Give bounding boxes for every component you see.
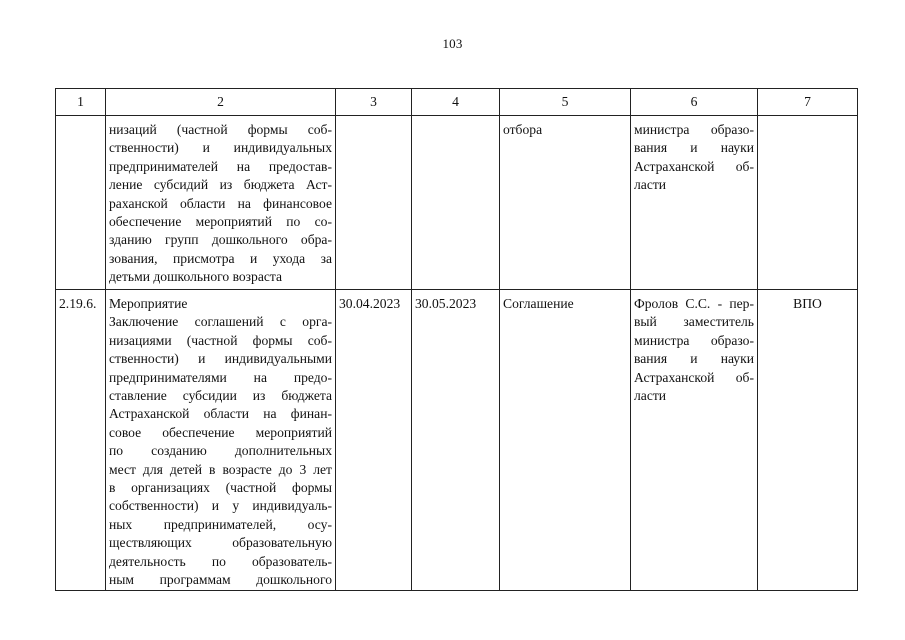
description-line: ление субсидий из бюджета Аст- bbox=[109, 177, 332, 193]
row-number-cell bbox=[56, 116, 106, 290]
result-cell bbox=[500, 116, 631, 290]
description-line: ственности) и индивидуальных bbox=[109, 140, 332, 156]
responsible-line: вый заместитель bbox=[634, 314, 754, 330]
result-cell bbox=[500, 290, 631, 591]
description-line: мест для детей в возрасте до 3 лет bbox=[109, 461, 332, 477]
column-header-7: 7 bbox=[758, 89, 858, 116]
description-line: предпринимателей на предостав- bbox=[109, 158, 332, 174]
table-row-2-19-6 bbox=[56, 290, 858, 591]
responsible-line: ласти bbox=[634, 388, 667, 404]
responsible-line: ласти bbox=[634, 177, 667, 193]
column-header-4: 4 bbox=[412, 89, 500, 116]
description-line: детьми дошкольного возраста bbox=[109, 269, 283, 285]
description-line: Астраханской области на финан- bbox=[109, 406, 332, 422]
table-row-continuation bbox=[56, 116, 858, 290]
column-header-6: 6 bbox=[631, 89, 758, 116]
column-header-3: 3 bbox=[336, 89, 412, 116]
source-cell: ВПО bbox=[758, 290, 858, 591]
description-line: раханской области на финансовое bbox=[109, 195, 332, 211]
responsible-line: Астраханской об- bbox=[634, 369, 754, 385]
description-line: по созданию дополнительных bbox=[109, 443, 332, 459]
table-header-row bbox=[56, 89, 858, 116]
plan-table bbox=[55, 88, 858, 591]
responsible-line: министра образо- bbox=[634, 332, 754, 348]
description-line: ставление субсидии из бюджета bbox=[109, 388, 332, 404]
start-date-cell bbox=[336, 116, 412, 290]
description-line: предпринимателями на предо- bbox=[109, 369, 332, 385]
column-header-2: 2 bbox=[106, 89, 336, 116]
description-line: деятельность по образователь- bbox=[109, 553, 332, 569]
description-line: зования, присмотра и ухода за bbox=[109, 250, 332, 266]
column-header-1: 1 bbox=[56, 89, 106, 116]
description-line: низаций (частной формы соб- bbox=[109, 122, 332, 137]
description-cell bbox=[106, 116, 336, 290]
description-line: ным программам дошкольного bbox=[109, 572, 332, 588]
responsible-line: министра образо- bbox=[634, 122, 754, 137]
row-number-cell: 2.19.6. bbox=[56, 290, 106, 591]
page-number: 103 bbox=[442, 36, 463, 51]
responsible-line: вания и науки bbox=[634, 140, 754, 156]
description-cell bbox=[106, 290, 336, 591]
description-line: в организациях (частной формы bbox=[109, 480, 332, 496]
source-cell bbox=[758, 116, 858, 290]
description-line: ственности) и индивидуальными bbox=[109, 351, 332, 367]
end-date-cell: 30.05.2023 bbox=[412, 290, 500, 591]
description-line: собственности) и у индивидуаль- bbox=[109, 498, 332, 514]
description-line: обеспечение мероприятий по со- bbox=[109, 214, 332, 230]
description-line: Заключение соглашений с орга- bbox=[109, 314, 332, 330]
responsible-line: вания и науки bbox=[634, 351, 754, 367]
description-line: совое обеспечение мероприятий bbox=[109, 424, 332, 440]
description-line: ществляющих образовательную bbox=[109, 535, 332, 551]
responsible-cell bbox=[631, 116, 758, 290]
column-header-5: 5 bbox=[500, 89, 631, 116]
responsible-line: Астраханской об- bbox=[634, 158, 754, 174]
description-line: ных предпринимателей, осу- bbox=[109, 516, 332, 532]
start-date-cell: 30.04.2023 bbox=[336, 290, 412, 591]
end-date-cell bbox=[412, 116, 500, 290]
description-line: низациями (частной формы соб- bbox=[109, 332, 332, 348]
result-text: отбора bbox=[503, 122, 543, 137]
responsible-cell bbox=[631, 290, 758, 591]
description-line: зданию групп дошкольного обра- bbox=[109, 232, 332, 248]
result-text: Соглашение bbox=[503, 296, 574, 311]
responsible-line: Фролов С.С. - пер- bbox=[634, 296, 754, 311]
description-line: Мероприятие bbox=[109, 296, 188, 311]
